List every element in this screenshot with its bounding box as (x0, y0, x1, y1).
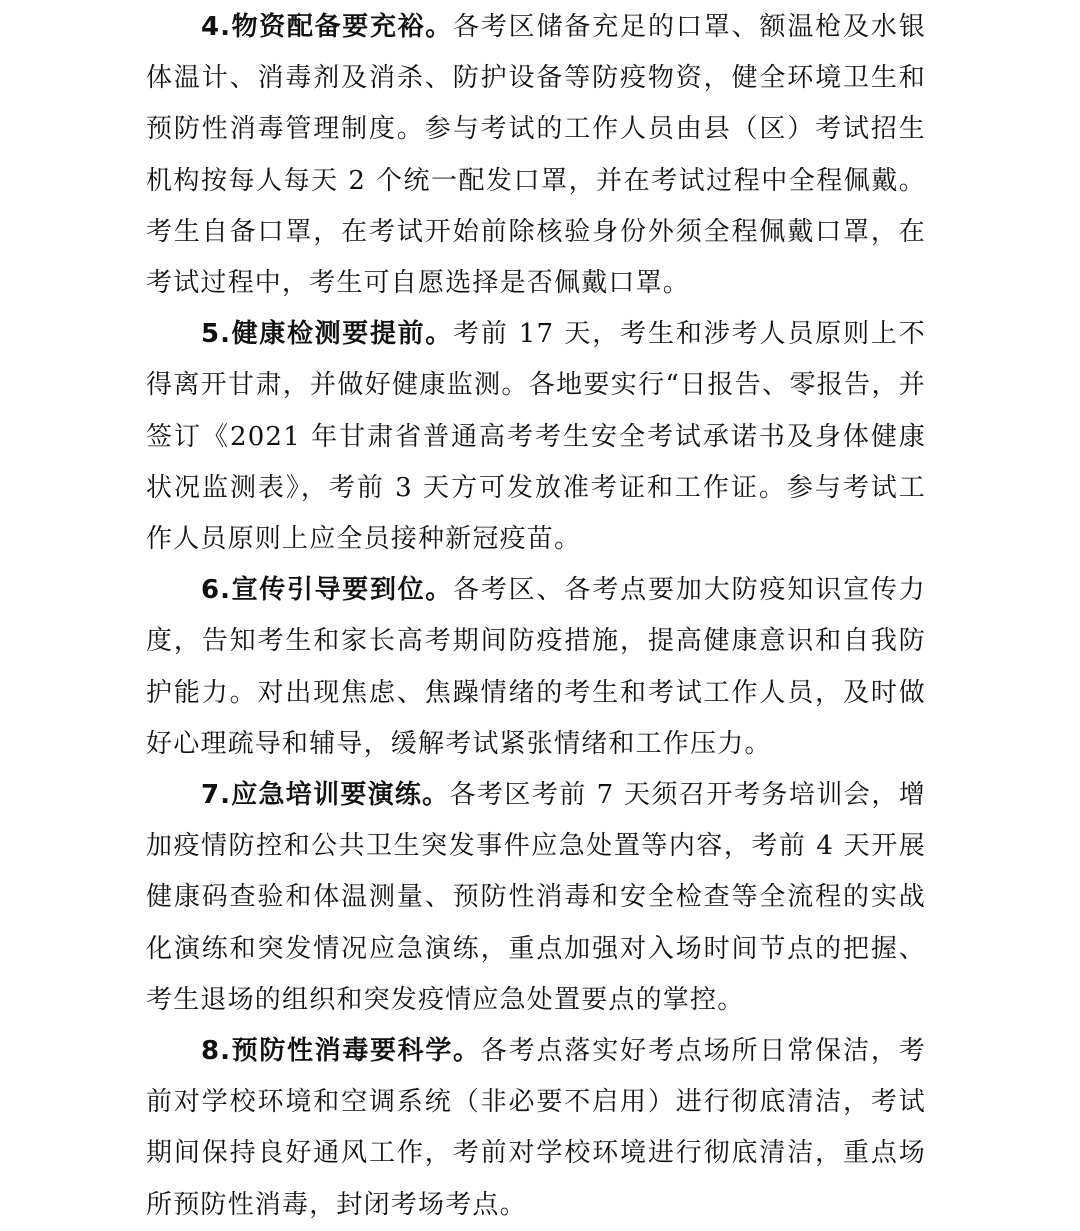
document-page (146, 2, 926, 1231)
paragraph-heading-supplies: 4.物资配备要充裕。 (201, 12, 453, 42)
paragraph-heading-disinfection: 8.预防性消毒要科学。 (201, 1036, 481, 1067)
paragraph-heading-emergency-drill: 7.应急培训要演练。 (201, 780, 450, 811)
paragraph-publicity (146, 565, 926, 770)
paragraph-body-supplies: 各考区储备充足的口罩、额温枪及水银体温计、消毒剂及消杀、防护设备等防疫物资，健全环境卫生和预防性消毒管理制度。参与考试的工作人员由县（区）考试招生机构按每人每天 2 个统一配发口罩，并在考试过程中全程佩戴。考生自备口罩，在考试开始前除核验身份外须全程佩戴口罩，在考试过程中，考生可自愿选择是否佩戴口罩。 (146, 12, 926, 299)
paragraph-supplies (146, 2, 926, 309)
paragraph-body-publicity: 各考区、各考点要加大防疫知识宣传力度，告知考生和家长高考期间防疫措施，提高健康意识和自我防护能力。对出现焦虑、焦躁情绪的考生和考试工作人员，及时做好心理疏导和辅导，缓解考试紧张情绪和工作压力。 (146, 575, 926, 759)
paragraph-disinfection (146, 1026, 926, 1231)
paragraph-heading-publicity: 6.宣传引导要到位。 (201, 575, 453, 606)
paragraph-body-emergency-drill: 各考区考前 7 天须召开考务培训会，增加疫情防控和公共卫生突发事件应急处置等内容，考前 4 天开展健康码查验和体温测量、预防性消毒和安全检查等全流程的实战化演练和突发情况应急演练，重点加强对入场时间节点的把握、考生退场的组织和突发疫情应急处置要点的掌控。 (146, 780, 927, 1015)
paragraph-heading-health-check: 5.健康检测要提前。 (201, 319, 453, 350)
paragraph-health-check (146, 309, 926, 565)
paragraph-body-health-check: 考前 17 天，考生和涉考人员原则上不得离开甘肃，并做好健康监测。各地要实行“日报告、零报告，并签订《2021 年甘肃省普通高考考生安全考试承诺书及身体健康状况监测表》，考前 3 天方可发放准考证和工作证。参与考试工作人员原则上应全员接种新冠疫苗。 (146, 319, 926, 555)
paragraph-body-disinfection: 各考点落实好考点场所日常保洁，考前对学校环境和空调系统（非必要不启用）进行彻底清洁，考试期间保持良好通风工作，考前对学校环境进行彻底清洁，重点场所预防性消毒，封闭考场考点。 (146, 1036, 927, 1220)
paragraph-emergency-drill (146, 770, 926, 1026)
